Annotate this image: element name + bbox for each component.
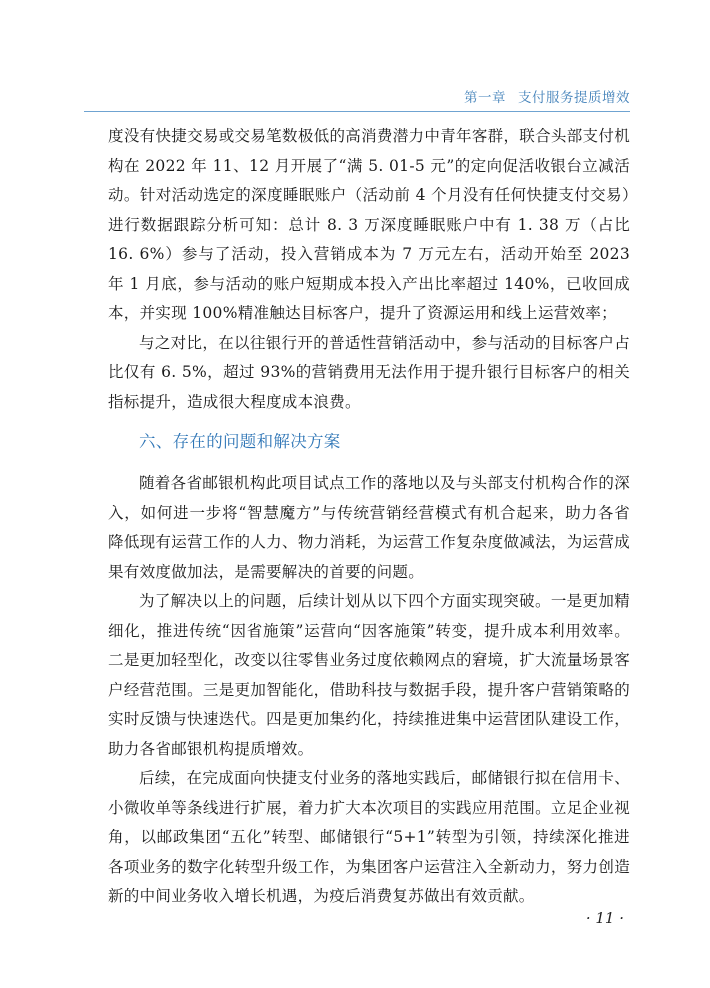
chapter-title: 支付服务提质增效 — [518, 90, 630, 106]
header-rule — [84, 111, 630, 112]
body-paragraph: 与之对比，在以往银行开的普适性营销活动中，参与活动的目标客户占比仅有 6. 5%，超过 93%的营销费用无法作用于提升银行目标客户的相关指标提升，造成很大程度成本浪费。 — [108, 333, 630, 411]
body-paragraph: 随着各省邮银机构此项目试点工作的落地以及与头部支付机构合作的深入，如何进一步将“智慧魔方”与传统营销经营模式有机合起来，助力各省降低现有运营工作的人力、物力消耗，为运营工作复杂度做减法，为运营成果有效度做加法，是需要解决的首要的问题。 — [108, 474, 630, 581]
body-paragraph-continued: 度没有快捷交易或交易笔数极低的高消费潜力中青年客群，联合头部支付机构在 2022 年 11、12 月开展了“满 5. 01-5 元”的定向促活收银台立减活动。针对活动选定的深度睡眠账户（活动前 4 个月没有任何快捷支付交易）进行数据跟踪分析可知：总计 8. 3 万深度睡眠账户中有 1. 38 万（占比 16. 6%）参与了活动，投入营销成本为 7 万元左右，活动开始至 2023 年 1 月底，参与活动的账户短期成本投入产出比率超过 140%，已收回成本，并实现 100%精准触达目标客户，提升了资源运用和线上运营效率； — [108, 127, 630, 322]
chapter-label: 第一章 — [464, 90, 506, 106]
section-heading: 六、存在的问题和解决方案 — [139, 432, 341, 451]
page-body — [108, 122, 630, 912]
page-number: · 11 · — [585, 909, 624, 927]
running-header-title — [464, 86, 630, 106]
body-paragraph: 为了解决以上的问题，后续计划从以下四个方面实现突破。一是更加精细化，推进传统“因省施策”运营向“因客施策”转变，提升成本利用效率。二是更加轻型化，改变以往零售业务过度依赖网点的窘境，扩大流量场景客户经营范围。三是更加智能化，借助科技与数据手段，提升客户营销策略的实时反馈与快速迭代。四是更加集约化，持续推进集中运营团队建设工作，助力各省邮银机构提质增效。 — [108, 592, 630, 758]
running-header — [0, 0, 710, 116]
body-paragraph: 后续，在完成面向快捷支付业务的落地实践后，邮储银行拟在信用卡、小微收单等条线进行扩展，着力扩大本次项目的实践应用范围。立足企业视角，以邮政集团“五化”转型、邮储银行“5+1”转型为引领，持续深化推进各项业务的数字化转型升级工作，为集团客户运营注入全新动力，努力创造新的中间业务收入增长机遇，为疫后消费复苏做出有效贡献。 — [108, 769, 630, 905]
